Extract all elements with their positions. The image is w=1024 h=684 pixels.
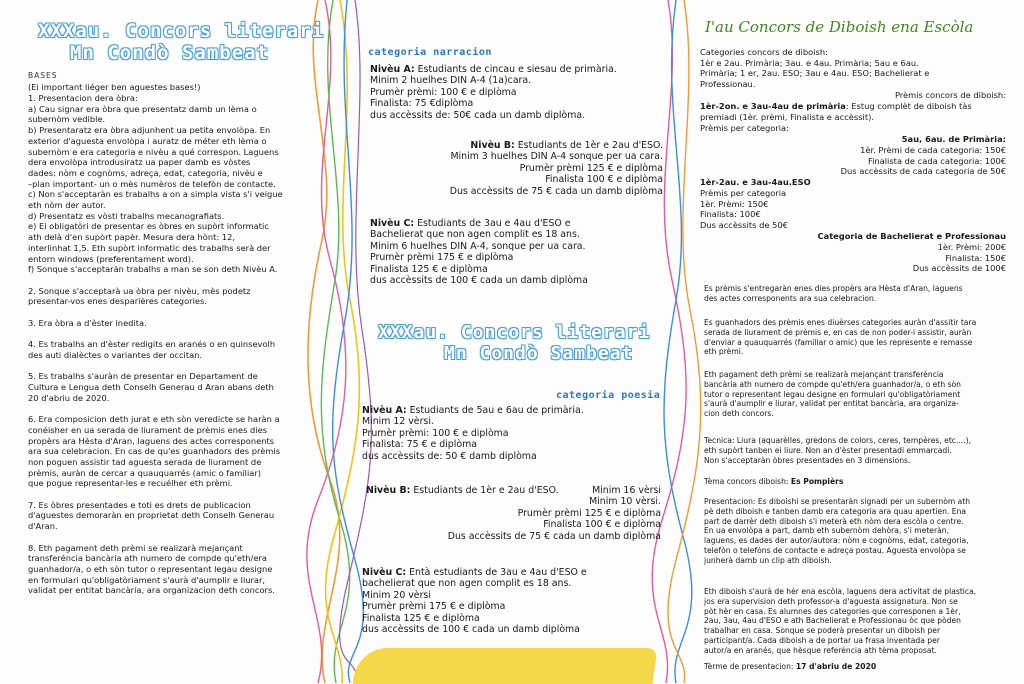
paragraph-line: d'enviar a quauquarrés (familiar o amic) que les represente e remasse [704,337,973,347]
level-line: Finalista: 75 € e diplòma [362,439,477,451]
level-title-line [370,218,588,229]
level-line: Prumèr prèmi: 100 € e diplòma [362,427,509,439]
paragraph-line: En ua envolòpa a part, damb eth subernòm dehòra, s'i meteràn, [704,526,949,536]
bases-line: b) Presentaratz era òbra adjunhent ua petita envolòpa. En [28,125,271,136]
bases-line: conéisher en ua serada de liurament de prèmis enes dies [28,424,268,435]
paragraph-line: participant/a. Cada diboish a de portar ua frasa inventada per [704,635,940,645]
drawing-contest-title: I'au Concors de Diboish ena Escòla [705,18,974,36]
bases-line: 5. Es trabalhs s'auràn de presentar en Departament de [28,371,258,382]
bases-line: 1. Presentacion dera òbra: [28,93,138,103]
bases-line: 2. Sonque s'acceptarà ua òbra per nivèu, mès podetz [28,285,251,296]
paragraph-winners [704,318,976,357]
bases-line: non poguen assistir tad aguesta serada de liurament de [28,456,262,467]
prize-line: premiadi (1èr. prèmi, Finalista e accèssit). [700,112,874,122]
bases-line: 20 d'abriu de 2020. [28,392,110,403]
paragraph-line: 2au, 3au, 4au d'ESO e ath Bachelierat e Professionau òc que pòden [704,616,961,626]
prize-primary-5-6-lines [700,145,1006,177]
prize-bachelierat-lines [700,242,1006,274]
bases-line: 4. Es trabalhs an d'èster redigits en aranés o en quinsevolh [28,339,276,350]
paragraph-line: trabalhar en casa. Sonque se poderà presentar un diboish per [704,626,941,636]
prize-line: 1èr. Prèmi de cada categoria: 150€ [860,145,1006,155]
paragraph-line: cion deth concors. [704,409,774,419]
level-description: Estudiants de 3au e 4au d'ESO e [414,218,571,229]
bases-line: ara sua celebracion. En cas de qu'es guanhadors des prèmis [28,446,281,457]
level-line: Minim 10 vèrsi. [589,496,661,508]
drawing-prizes-label: Prèmis concors de diboish: [894,90,1006,100]
prize-bachelierat-head [700,231,1006,242]
paragraph-line: jos era supervision deth professor-a d'aguesta assignatura. Non se [704,596,958,606]
bases-line: dera envolòpa introdusiratz ua paper damb es vòstes [28,157,251,168]
bases-line [28,328,283,339]
paragraph-line: serada de liurament de prèmis e, en cas de non poder-i assistir, auràn [704,327,972,337]
poesia-level-a [362,405,584,462]
bases-label: BASES [28,71,58,80]
prize-eso-head [700,177,811,188]
poesia-heading: categoria poesia [556,390,661,401]
level-description: Estudiants de 1èr e 2au d'ESO. [410,485,559,496]
level-line: dus accèssits de: 50 € damb diplòma [362,450,537,462]
narracion-level-b [405,140,663,197]
level-line: dus accèssits de 100 € cada un damb diplòma [362,624,580,636]
paragraph-technique [704,436,971,465]
bases-line: d) Presentatz es vòsti trabalhs mecanografiats. [28,210,225,221]
narracion-heading: categoria narracion [368,47,492,58]
theme-label: Tèma concors diboish: [704,477,791,486]
level-label: Nivèu B: [366,485,411,496]
paragraph-line: tutor o representant legau designe en formulari qu'obligatòriament [704,389,961,399]
level-line: Prumèr prèmi: 100 € e diplòma [370,86,517,98]
bases-line [28,403,283,414]
bases-line: interlinhat 1,5. Eth supòrt informatic des trabalhs serà der [28,242,271,253]
deadline-line [704,662,876,673]
prize-line: Prèmis per categoria: [700,122,789,133]
level-line: Finalista 125 € e diplòma [370,263,488,275]
bases-line: en formulari qu'obligatòriament s'aurà d'aumplir e liurar, [28,574,266,585]
level-label: Nivèu C: [362,567,407,578]
level-line: Finalista: 75 €diplòma [370,98,474,110]
paragraph-line: part de darrèr deth diboish s'i meterà eth nòm dera escòla o centre. [704,516,964,526]
paragraph-line: eth prèmi. [704,347,744,357]
bases-line: c) Non s'acceptaràn es trabalhs a on a simpla vista s'i veigue [28,189,283,200]
left-title-line2: Mn Condò Sambeat [70,42,270,64]
bases-line: f) Sonque s'acceptaràn trabalhs a man se son deth Nivèu A. [28,264,278,275]
poesia-level-b [366,485,661,542]
bases-line: entorn windows (preferentament word). [28,253,194,264]
level-line: Minim 16 vèrsi [592,485,661,496]
bases-line: 3. Era òbra a d'èster inedita. [28,317,147,328]
bases-line: e) Ei obligatòri de presentar es òbres en supòrt informatic [28,221,269,232]
paragraph-line: bancària ath numero de compde qu'eth/era guanhador/a, o eth sòn [704,379,961,389]
decorative-paint-stroke [352,648,657,684]
bases-line: que pogue representar-les e recuélher eth prèmi. [28,478,233,489]
level-line: dus accèssits de: 50€ cada un damb diplòma. [370,109,586,121]
paragraph-line: Eth pagament deth prèmi se realizarà mejançant transferéncia [704,370,944,379]
prize-eso-lines [700,188,788,231]
bases-line: presentar-vos enes desparières categories. [28,296,207,307]
bases-line: Cultura e Lengua deth Conselh Generau d Aran abans deth [28,381,274,392]
prize-primary-1-4-lines [700,112,874,133]
bases-line: subernòm e era categoria e nivèu a qué correspon. Laguens [28,146,279,157]
narracion-level-a [370,64,617,121]
bases-line: exterior d'aguesta envolòpa i auratz de méter eth lèma o [28,135,267,146]
level-title-left [366,485,559,496]
prize-line: Finalista: 150€ [945,252,1006,263]
level-line: Minim 12 vèrsi. [362,416,434,428]
paragraph-line: s'aurà d'aumplir e liurar, validat per entitat bancària, ara organiza- [704,399,959,409]
paragraph-line: telefòn o telefòns de contacte e adreça postau. Aguesta envolòpa se [704,545,966,555]
middle-title-line1: XXXau. Concors literari [378,322,651,343]
bases-line: prèmis, auràn de cercar a quauquarrés (amic o familiar) [28,467,262,478]
bases-line: ath delà d'en supòrt papèr. Mesura dera hònt: 12, [28,232,236,243]
bases-line: 8. Eth pagament deth prèmi se realizarà mejançant [28,542,243,553]
paragraph-line: junherà damb un clip ath diboish. [704,555,832,565]
level-line: Minim 2 huelhes DIN A-4 (1a)cara. [370,75,532,87]
paragraph-line: des actes corresponents ara sua celebracion. [704,293,877,303]
paragraph-presentation [704,497,970,566]
level-line: Dus accèssits de 75 € cada un damb diplòma [447,530,661,542]
level-line: Finalista 125 € e diplòma [362,612,480,624]
paragraph-delivery [704,284,963,304]
drawing-categories [700,47,929,90]
category-line: Categories concors de diboish: [700,47,828,57]
bases-body [28,93,283,596]
level-line: Finalista 100 € e diplòma [543,519,661,531]
prize-line: 1èr. Prèmi: 200€ [937,242,1006,252]
level-line: Prumèr prèmi 125 € e diplòma [519,162,663,174]
paragraph-line: Tecnica: Liura (aquarèlles, gredons de colors, ceres, tempères, etc....), [704,436,972,445]
level-title-line [362,405,584,416]
bases-line [28,532,283,543]
prize-line: Dus accèssits de 100€ [912,263,1006,274]
prize-primary-1-4 [700,101,972,112]
level-line: bachelierat que non agen complit es 18 ans. [362,578,572,590]
level-description: Entà estudiants de 3au e 4au d'ESO e [406,567,587,578]
deadline-label: Tèrme de presentacion: [704,662,796,671]
paragraph-line: Es guanhadors des prèmis enes diuèrses categories auràn d'assitir tara [704,318,977,327]
prize-primary-5-6-head-text: 5au, 6au. de Primària: [901,134,1006,144]
bases-line: propèrs ara Hèsta d'Aran, laguens des actes corresponents [28,435,275,446]
paragraph-line: Non s'acceptaràn òbres presentades en 3 dimensions. [704,455,911,465]
level-title-line [362,567,587,578]
bases-line: a) Cau signar era òbra que presentatz damb un lèma o [28,103,257,114]
left-title-line1: XXXau. Concors literari [38,20,325,42]
paragraph-line: laguens, es dades der autor/autora: nòm e cognòms, edat, categoria, [704,536,969,546]
paragraph-line: autor/a en aranés, que hèsque referéncia ath tèma proposat. [704,645,937,655]
prize-primary-5-6-head [700,134,1006,145]
prize-primary-1-4-text: : Estug complèt de diboish tàs [845,101,972,111]
prize-primary-1-4-head: 1èr-2on. e 3au-4au de primària [700,101,846,111]
level-title-line [405,140,663,151]
prize-bachelierat-head-text: Categoria de Bachelierat e Professionau [817,231,1006,241]
level-line: Minim 3 huelhes DIN A-4 sonque per ua cara. [450,151,663,163]
level-line: Minim 20 vèrsi [362,589,431,601]
prize-line: Prèmis per categoria [700,188,787,198]
bases-line: 6. Era composicion deth jurat e eth sòn veredicte se haràn a [28,414,280,425]
level-line: Finalista 100 € e diplòma [545,174,663,186]
paragraph-line: eth supòrt tanben ei liure. Non an d'èster presentadi emmarcadi. [704,445,952,455]
level-title-line [370,64,617,75]
prize-line: Finalista de cada categoria: 100€ [867,155,1006,166]
prize-eso-head-text: 1èr-2au. e 3au-4au.ESO [700,177,811,187]
prize-line: Dus accèssits de 50€ [700,220,788,231]
deadline-value: 17 d'abriu de 2020 [795,662,877,671]
level-line: Bachelierat que non agen complit es 18 ans. [370,229,580,241]
bases-line: –plan important- un o mès numèros de telefòn de contacte. [28,178,276,189]
level-line: Minim 6 huelhes DIN A-4, sonque per ua cara. [370,240,586,252]
paragraph-line: Eth diboish s'aurà de hèr ena escòla, laguens dera activitat de plastica, [704,587,977,596]
level-title-line [366,485,661,496]
prize-line: 1èr. Prèmi: 150€ [700,198,769,209]
prize-line: Dus accèssits de cada categoria de 50€ [840,166,1006,177]
theme-value: Es Pompièrs [790,477,844,486]
level-label: Nivèu C: [370,218,415,229]
paragraph-line: Es prèmis s'entregaràn enes dies propèrs ara Hèsta d'Aran, laguens [704,284,963,293]
category-line: 1èr e 2au. Primària; 3au. e 4au. Primària; 5au e 6au. [700,57,919,68]
level-line: Prumèr prèmi 175 € e diplòma [370,252,514,264]
prize-line: Finalista: 100€ [700,209,761,220]
level-label: Nivèu B: [470,140,515,151]
level-description: Estudiants de 5au e 6au de primària. [406,405,584,416]
bases-line [28,489,283,500]
bases-line: validat per entitat bancària, ara organizacion deth concors. [28,585,275,596]
paragraph-line: Presentacion: Es diboishi se presentaràn signadi per un subernòm ath [704,497,971,506]
level-line: Prumèr prèmi 125 € e diplòma [517,507,661,519]
level-line: Dus accèssits de 75 € cada un damb diplòma [449,185,663,197]
paragraph-line: pè deth diboish e tanben damb era categoria ara quau apertien. Ena [704,506,967,516]
category-line: Primària; 1 er, 2au. ESO; 3au e 4au. ESO; Bachelierat e [700,68,930,79]
narracion-level-c [370,218,588,286]
bases-intro: (Ei important liéger ben aguestes bases!) [28,82,201,92]
level-line: dus accèssits de 100 € cada un damb diplòma [370,275,588,287]
bases-line [28,275,283,286]
bases-line [28,307,283,318]
level-line: Prumèr prèmi 175 € e diplòma [362,601,506,613]
bases-line: dades: nòm e cognòms, adreça, edat, categoria, nivèu e [28,167,263,178]
bases-line: transferéncia bancària ath numero de compde qu'eth/era [28,553,267,564]
level-label: Nivèu A: [370,64,415,75]
paragraph-payment [704,370,961,419]
paragraph-line: pòt hèr en casa. Es alumnes des categories que corresponen a 1èr, [704,606,961,616]
level-description: Estudiants de cincau e siesau de primària. [414,64,617,75]
level-label: Nivèu A: [362,405,407,416]
paragraph-school-work [704,587,976,656]
middle-title-line2: Mn Condò Sambeat [444,343,634,364]
poesia-level-c [362,567,587,635]
bases-line: 7. Es òbres presentades e toti es drets de publicacion [28,499,251,510]
bases-line: d'Aran. [28,521,58,532]
theme-line [704,477,843,488]
bases-line [28,361,283,372]
bases-line: eth nòm der autor. [28,200,106,211]
bases-line: guanhador/a, o eth sòn tutor o representant legau designe [28,563,273,574]
bases-line: subernòm vedible. [28,114,106,125]
category-line: Professionau. [700,79,756,90]
bases-line: des auti dialèctes o variantes der occitan. [28,349,203,360]
level-description: Estudiants de 1èr e 2au d'ESO. [514,140,663,151]
bases-line: d'aguestes demoraràn en proprietat deth Conselh Generau [28,510,275,521]
